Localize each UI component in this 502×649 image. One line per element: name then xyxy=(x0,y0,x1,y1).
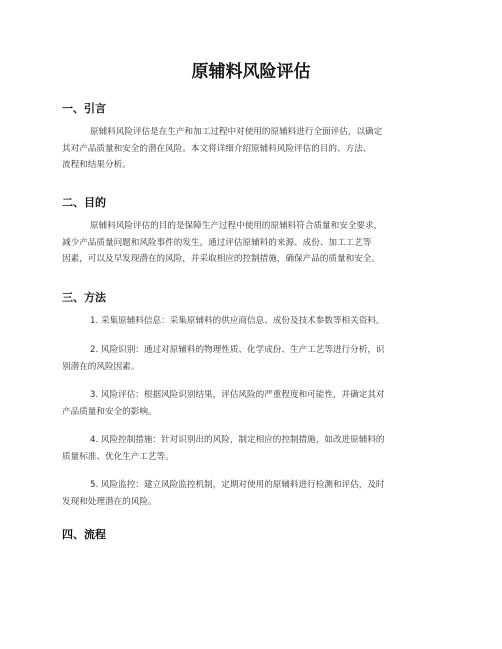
document-title: 原辅料风险评估 xyxy=(191,62,311,82)
paragraph-line: 减少产品质量问题和风险事件的发生。通过评估原辅料的来源、成份、加工工艺等 xyxy=(62,237,372,248)
paragraph-line: 1. 采集原辅料信息：采集原辅料的供应商信息、成份及技术参数等相关资料。 xyxy=(90,316,385,326)
method-item-2 xyxy=(62,342,442,375)
paragraph-line: 流程和结果分析。 xyxy=(62,160,131,170)
paragraph-line: 发现和处理潜在的风险。 xyxy=(62,496,157,507)
paragraph-line: 原辅料风险评估的目的是保障生产过程中使用的原辅料符合质量和安全要求， xyxy=(90,221,383,231)
paragraph-line: 4. 风险控制措施：针对识别出的风险，制定相应的控制措施，如改进原辅料的 xyxy=(90,435,385,445)
paragraph-line: 5. 风险监控：建立风险监控机制，定期对使用的原辅料进行检测和评估，及时 xyxy=(90,480,385,490)
section-heading-intro: 一、引言 xyxy=(62,102,106,115)
paragraph-line: 因素，可以及早发现潜在的风险，并采取相应的控制措施，确保产品的质量和安全。 xyxy=(62,254,380,264)
paragraph-line: 别潜在的风险因素。 xyxy=(62,361,140,372)
section-heading-purpose: 二、目的 xyxy=(62,196,106,209)
paragraph-line: 3. 风险评估：根据风险识别结果，评估风险的严重程度和可能性，并确定其对 xyxy=(90,390,385,400)
paragraph-line: 质量标准、优化生产工艺等。 xyxy=(62,451,174,462)
section-heading-process: 四、流程 xyxy=(62,528,106,541)
method-item-1 xyxy=(62,313,442,330)
section-heading-method: 三、方法 xyxy=(62,291,106,304)
method-item-4 xyxy=(62,432,442,465)
purpose-paragraph xyxy=(62,218,442,268)
paragraph-line: 2. 风险识别：通过对原辅料的物理性质、化学成份、生产工艺等进行分析，识 xyxy=(90,345,385,355)
paragraph-line: 其对产品质量和安全的潜在风险。本文将详细介绍原辅料风险评估的目的、方法、 xyxy=(62,143,372,154)
paragraph-line: 产品质量和安全的影响。 xyxy=(62,406,157,417)
intro-paragraph xyxy=(62,124,442,174)
paragraph-line: 原辅料风险评估是在生产和加工过程中对使用的原辅料进行全面评估，以确定 xyxy=(90,127,383,137)
method-item-5 xyxy=(62,477,442,510)
method-item-3 xyxy=(62,387,442,420)
